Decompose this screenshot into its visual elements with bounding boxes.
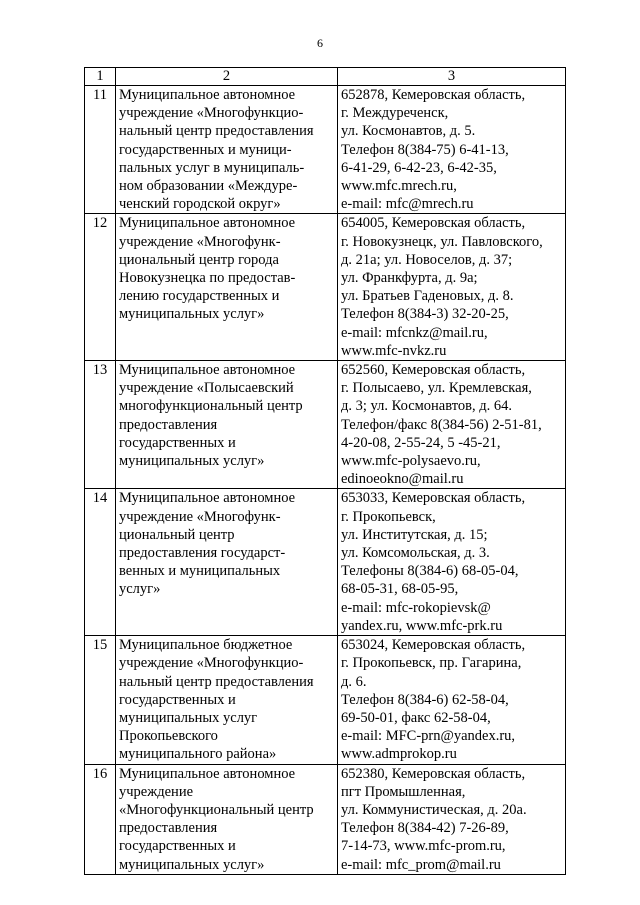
contact-line: e-mail: MFC-prn@yandex.ru, — [341, 728, 516, 745]
organization-name-line: муниципальных услуг» — [119, 453, 265, 470]
organization-name-line: муниципальных услуг — [119, 709, 258, 726]
row-number: 13 — [85, 361, 116, 489]
contact-line: e-mail: mfc_prom@mail.ru — [341, 856, 501, 873]
row-number: 11 — [85, 86, 116, 214]
contact-line: 653033, Кемеровская область, — [341, 490, 526, 507]
column-header-2: 2 — [116, 68, 338, 86]
contacts-cell — [338, 764, 566, 874]
contact-line: e-mail: mfc-rokopievsk@ — [341, 599, 491, 616]
contact-line: www.mfc-polysaevo.ru, — [341, 453, 481, 470]
contact-line: д. 3; ул. Космонавтов, д. 64. — [341, 398, 512, 415]
contact-line: 654005, Кемеровская область, — [341, 215, 526, 232]
contact-line: г. Междуреченск, — [341, 105, 449, 122]
contact-line: Телефон 8(384-42) 7-26-89, — [341, 820, 509, 837]
organization-name-line: учреждение «Полысаевский — [119, 380, 294, 397]
contact-line: ул. Космонавтов, д. 5. — [341, 123, 476, 140]
table-row — [85, 214, 566, 361]
organization-name-line: государственных и — [119, 691, 236, 708]
table-row — [85, 361, 566, 489]
contact-line: 652878, Кемеровская область, — [341, 87, 526, 103]
organization-name-line: циональный центр — [119, 526, 235, 543]
organization-name-line: услуг» — [119, 581, 161, 598]
organization-name-line: Муниципальное автономное — [119, 215, 296, 232]
organization-name-cell — [116, 361, 338, 489]
row-number: 12 — [85, 214, 116, 361]
contact-line: 653024, Кемеровская область, — [341, 637, 526, 654]
page-number: 6 — [317, 36, 323, 50]
contact-line: пгт Промышленная, — [341, 783, 466, 800]
contact-line: ул. Институтская, д. 15; — [341, 526, 488, 543]
organization-name-line: государственных и — [119, 838, 236, 855]
column-header-3: 3 — [338, 68, 566, 86]
column-header-1: 1 — [85, 68, 116, 86]
organization-name-line: муниципальных услуг» — [119, 856, 265, 873]
contacts-cell — [338, 214, 566, 361]
table-row — [85, 764, 566, 874]
organization-name-line: предоставления государст- — [119, 545, 286, 562]
contact-line: Телефон/факс 8(384-56) 2-51-81, — [341, 416, 542, 433]
contact-line: www.mfc-nvkz.ru — [341, 342, 447, 359]
organization-name-line: учреждение «Многофункцио- — [119, 105, 304, 122]
contact-line: yandex.ru, www.mfc-prk.ru — [341, 617, 503, 634]
contact-line: 69-50-01, факс 62-58-04, — [341, 709, 491, 726]
contacts-cell — [338, 489, 566, 636]
organization-name-line: пальных услуг в муниципаль- — [119, 159, 305, 176]
organization-name-line: лению государственных и — [119, 288, 280, 305]
contact-line: Телефоны 8(384-6) 68-05-04, — [341, 563, 519, 580]
contacts-cell — [338, 636, 566, 764]
organization-name-line: многофункциональный центр — [119, 398, 303, 415]
organization-name-cell — [116, 489, 338, 636]
organization-name-line: ном образовании «Междуре- — [119, 178, 298, 195]
organization-name-cell — [116, 636, 338, 764]
contact-line: 652560, Кемеровская область, — [341, 362, 526, 379]
contact-line: Телефон 8(384-6) 62-58-04, — [341, 691, 509, 708]
contact-line: г. Прокопьевск, пр. Гагарина, — [341, 655, 522, 672]
organization-name-line: муниципальных услуг» — [119, 306, 265, 323]
contact-line: edinoeokno@mail.ru — [341, 471, 464, 488]
contact-line: Телефон 8(384-3) 32-20-25, — [341, 306, 509, 323]
contact-line: Телефон 8(384-75) 6-41-13, — [341, 141, 509, 158]
row-number: 15 — [85, 636, 116, 764]
organization-name-cell — [116, 214, 338, 361]
contact-line: г. Полысаево, ул. Кремлевская, — [341, 380, 532, 397]
organization-name-line: циональный центр города — [119, 251, 279, 268]
contact-line: www.mfc.mrech.ru, — [341, 178, 457, 195]
table-row — [85, 489, 566, 636]
table-row — [85, 636, 566, 764]
contact-line: д. 21а; ул. Новоселов, д. 37; — [341, 251, 513, 268]
organization-name-line: нальный центр предоставления — [119, 123, 314, 140]
organization-name-line: «Многофункциональный центр — [119, 801, 314, 818]
organization-name-line: учреждение «Многофункцио- — [119, 655, 304, 672]
organization-name-line: нальный центр предоставления — [119, 673, 314, 690]
contact-line: e-mail: mfcnkz@mail.ru, — [341, 324, 488, 341]
mfc-registry-table — [84, 67, 566, 875]
contacts-cell — [338, 361, 566, 489]
table-body — [85, 86, 566, 875]
contacts-cell — [338, 86, 566, 214]
organization-name-line: Прокопьевского — [119, 728, 218, 745]
contact-line: 7-14-73, www.mfc-prom.ru, — [341, 838, 506, 855]
organization-name-line: государственных и муници- — [119, 141, 292, 158]
contact-line: 6-41-29, 6-42-23, 6-42-35, — [341, 159, 497, 176]
organization-name-line: учреждение «Многофунк- — [119, 508, 281, 525]
contact-line: 4-20-08, 2-55-24, 5 -45-21, — [341, 434, 501, 451]
contact-line: г. Прокопьевск, — [341, 508, 436, 525]
table-row — [85, 86, 566, 214]
organization-name-line: Муниципальное автономное — [119, 362, 296, 379]
organization-name-line: венных и муниципальных — [119, 563, 281, 580]
contact-line: ул. Франкфурта, д. 9а; — [341, 270, 478, 287]
contact-line: д. 6. — [341, 673, 367, 690]
organization-name-line: государственных и — [119, 434, 236, 451]
row-number: 16 — [85, 764, 116, 874]
organization-name-cell — [116, 86, 338, 214]
contact-line: г. Новокузнецк, ул. Павловского, — [341, 233, 543, 250]
contact-line: 68-05-31, 68-05-95, — [341, 581, 459, 598]
organization-name-line: Муниципальное автономное — [119, 87, 296, 103]
organization-name-line: ченский городской округ» — [119, 196, 281, 213]
organization-name-line: Новокузнецка по предостав- — [119, 270, 296, 287]
contact-line: ул. Комсомольская, д. 3. — [341, 545, 490, 562]
contact-line: www.admprokop.ru — [341, 746, 457, 763]
organization-name-line: Муниципальное автономное — [119, 490, 296, 507]
organization-name-line: предоставления — [119, 820, 218, 837]
organization-name-line: учреждение — [119, 783, 194, 800]
row-number: 14 — [85, 489, 116, 636]
contact-line: ул. Коммунистическая, д. 20а. — [341, 801, 527, 818]
organization-name-line: муниципального района» — [119, 746, 277, 763]
organization-name-line: предоставления — [119, 416, 218, 433]
organization-name-line: Муниципальное бюджетное — [119, 637, 293, 654]
table-header-row — [85, 68, 566, 86]
organization-name-cell — [116, 764, 338, 874]
contact-line: ул. Братьев Гаденовых, д. 8. — [341, 288, 514, 305]
organization-name-line: Муниципальное автономное — [119, 765, 296, 782]
organization-name-line: учреждение «Многофунк- — [119, 233, 281, 250]
contact-line: e-mail: mfc@mrech.ru — [341, 196, 474, 213]
contact-line: 652380, Кемеровская область, — [341, 765, 526, 782]
